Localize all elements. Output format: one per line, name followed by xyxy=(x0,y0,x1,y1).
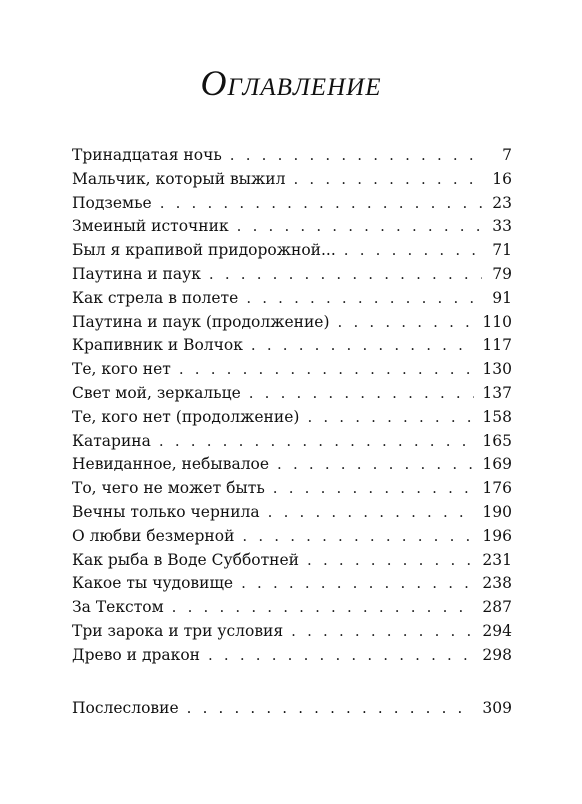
toc-entry-page: 33 xyxy=(492,217,512,236)
dot-leader xyxy=(172,596,475,620)
dot-leader xyxy=(230,144,482,168)
toc-entry[interactable] xyxy=(72,192,512,216)
toc-entry[interactable] xyxy=(72,620,512,644)
toc-entry-label: Подземье xyxy=(72,193,152,212)
toc-entry[interactable] xyxy=(72,311,512,335)
toc-entry-page: 287 xyxy=(482,598,512,617)
toc-entry-label: За Текстом xyxy=(72,598,164,617)
toc-entry-page: 231 xyxy=(482,550,512,569)
dot-leader xyxy=(208,644,474,668)
toc-entry[interactable] xyxy=(72,453,512,477)
toc-entry-label: Как рыба в Воде Субботней xyxy=(72,550,300,569)
toc-entry-label: То, чего не может быть xyxy=(72,479,265,498)
toc-entry[interactable] xyxy=(72,644,512,668)
dot-leader xyxy=(159,430,475,454)
toc-entry-page: 79 xyxy=(492,264,512,283)
toc-afterword-section xyxy=(72,696,512,720)
toc-entry-label: Катарина xyxy=(72,431,151,450)
dot-leader xyxy=(291,620,474,644)
dot-leader xyxy=(249,382,475,406)
toc-entry-label: Три зарока и три условия xyxy=(72,621,284,640)
toc-entry-page: 91 xyxy=(492,288,512,307)
dot-leader xyxy=(251,334,474,358)
toc-entry-label: Вечны только чернила xyxy=(72,502,260,521)
toc-entry[interactable] xyxy=(72,501,512,525)
dot-leader xyxy=(209,263,482,287)
toc-entry[interactable] xyxy=(72,168,512,192)
toc-entry-label: Был я крапивой придорожной... xyxy=(72,241,336,260)
toc-entry-page: 196 xyxy=(482,526,512,545)
toc-entry[interactable] xyxy=(72,144,512,168)
toc-entry[interactable] xyxy=(72,382,512,406)
toc-entry-label: Паутина и паук (продолжение) xyxy=(72,312,330,331)
table-of-contents xyxy=(72,144,512,668)
dot-leader xyxy=(273,477,475,501)
toc-entry[interactable] xyxy=(72,477,512,501)
dot-leader xyxy=(187,696,475,720)
toc-entry-page: 158 xyxy=(482,407,512,426)
toc-entry[interactable] xyxy=(72,239,512,263)
toc-entry-page: 110 xyxy=(482,312,512,331)
toc-entry-label: Паутина и паук xyxy=(72,264,201,283)
toc-entry-label: Мальчик, который выжил xyxy=(72,169,286,188)
toc-entry-page: 309 xyxy=(482,699,512,717)
dot-leader xyxy=(160,192,482,216)
toc-entry[interactable] xyxy=(72,549,512,573)
toc-entry-label: Как стрела в полете xyxy=(72,288,239,307)
toc-entry-page: 176 xyxy=(482,479,512,498)
dot-leader xyxy=(338,311,475,335)
toc-entry-label: Крапивник и Волчок xyxy=(72,336,243,355)
toc-entry-label: Какое ты чудовище xyxy=(72,574,234,593)
dot-leader xyxy=(242,525,474,549)
toc-entry-label: Древо и дракон xyxy=(72,645,200,664)
toc-entry[interactable] xyxy=(72,596,512,620)
dot-leader xyxy=(241,572,474,596)
toc-entry-page: 298 xyxy=(482,645,512,664)
toc-entry-label: Невиданное, небывалое xyxy=(72,455,270,474)
toc-entry-label: Змеиный источник xyxy=(72,217,229,236)
dot-leader xyxy=(307,406,474,430)
toc-entry-page: 294 xyxy=(482,621,512,640)
toc-entry[interactable] xyxy=(72,406,512,430)
page-title: Оглавление xyxy=(200,63,382,103)
toc-entry-afterword[interactable] xyxy=(72,696,512,720)
toc-entry-page: 71 xyxy=(492,241,512,260)
toc-entry-page: 117 xyxy=(482,336,512,355)
toc-entry-page: 238 xyxy=(482,574,512,593)
toc-entry-label: О любви безмерной xyxy=(72,526,235,545)
toc-entry-page: 130 xyxy=(482,360,512,379)
toc-entry[interactable] xyxy=(72,358,512,382)
dot-leader xyxy=(179,358,475,382)
toc-entry-page: 190 xyxy=(482,502,512,521)
toc-entry-label: Те, кого нет xyxy=(72,360,171,379)
dot-leader xyxy=(277,453,474,477)
dot-leader xyxy=(293,168,482,192)
dot-leader xyxy=(268,501,475,525)
dot-leader xyxy=(307,549,474,573)
toc-entry[interactable] xyxy=(72,572,512,596)
toc-entry[interactable] xyxy=(72,215,512,239)
toc-entry[interactable] xyxy=(72,287,512,311)
toc-entry-label: Послесловие xyxy=(72,699,179,717)
toc-entry-page: 7 xyxy=(502,146,512,164)
toc-entry-page: 169 xyxy=(482,455,512,474)
toc-entry[interactable] xyxy=(72,334,512,358)
toc-entry[interactable] xyxy=(72,525,512,549)
toc-entry-label: Те, кого нет (продолжение) xyxy=(72,407,300,426)
toc-entry-page: 16 xyxy=(492,169,512,188)
toc-entry-label: Тринадцатая ночь xyxy=(72,146,222,164)
toc-entry-label: Свет мой, зеркальце xyxy=(72,383,241,402)
dot-leader xyxy=(246,287,482,311)
dot-leader xyxy=(344,239,482,263)
toc-entry-page: 23 xyxy=(492,193,512,212)
toc-entry[interactable] xyxy=(72,263,512,287)
toc-entry-page: 137 xyxy=(482,383,512,402)
dot-leader xyxy=(237,215,482,239)
toc-entry[interactable] xyxy=(72,430,512,454)
toc-entry-page: 165 xyxy=(482,431,512,450)
